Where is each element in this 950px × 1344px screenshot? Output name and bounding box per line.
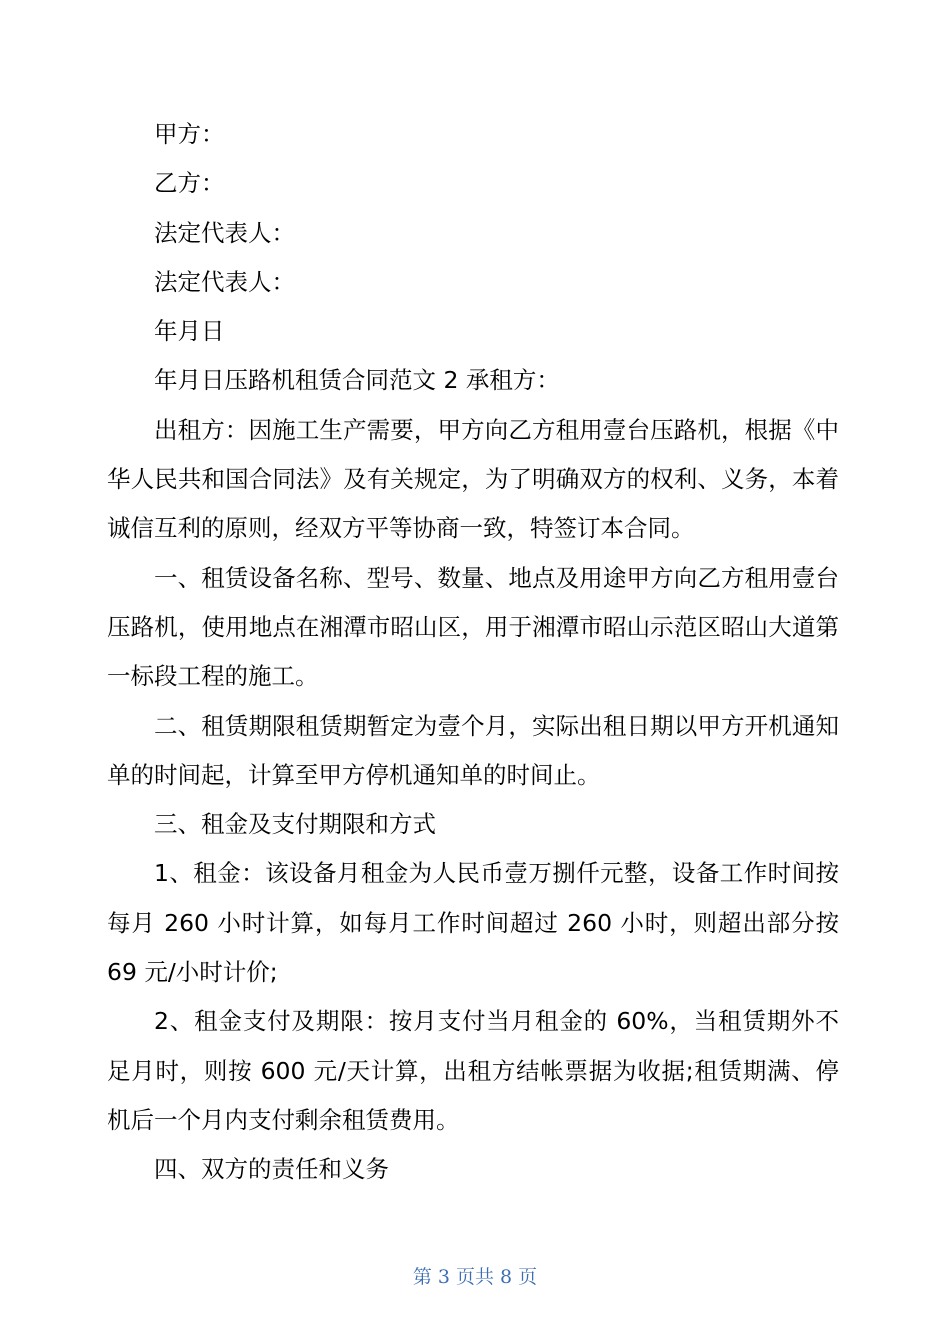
clause-2-paragraph: 二、租赁期限租赁期暂定为壹个月，实际出租日期以甲方开机通知单的时间起，计算至甲方停机通知单的时间止。 — [107, 711, 839, 789]
clause-3-1-paragraph: 1、租金：该设备月租金为人民币壹万捌仟元整，设备工作时间按每月 260 小时计算，如每月工作时间超过 260 小时，则超出部分按 69 元/小时计价; — [107, 859, 839, 987]
party-a-line: 甲方： — [154, 120, 225, 148]
preamble-paragraph: 出租方：因施工生产需要，甲方向乙方租用壹台压路机，根据《中华人民共和国合同法》及有关规定，为了明确双方的权利、义务，本着诚信互利的原则，经双方平等协商一致，特签订本合同。 — [107, 415, 839, 543]
contract-heading-line: 年月日压路机租赁合同范文 2 承租方： — [154, 366, 560, 395]
page-number-footer: 第 3 页共 8 页 — [412, 1266, 538, 1288]
document-body — [107, 110, 839, 1195]
party-b-line: 乙方： — [154, 169, 225, 198]
legal-representative-line: 法定代表人： — [154, 218, 295, 247]
legal-representative-line: 法定代表人： — [154, 267, 295, 296]
clause-3-2-paragraph: 2、租金支付及期限：按月支付当月租金的 60%，当租赁期外不足月时，则按 600 元/天计算，出租方结帐票据为收据;租赁期满、停机后一个月内支付剩余租赁费用。 — [107, 1007, 839, 1134]
clause-1-paragraph: 一、租赁设备名称、型号、数量、地点及用途甲方向乙方租用壹台压路机，使用地点在湘潭市昭山区，用于湘潭市昭山示范区昭山大道第一标段工程的施工。 — [107, 563, 839, 691]
date-line: 年月日 — [154, 317, 225, 346]
clause-4-heading: 四、双方的责任和义务 — [154, 1155, 389, 1184]
clause-3-heading: 三、租金及支付期限和方式 — [154, 810, 436, 839]
